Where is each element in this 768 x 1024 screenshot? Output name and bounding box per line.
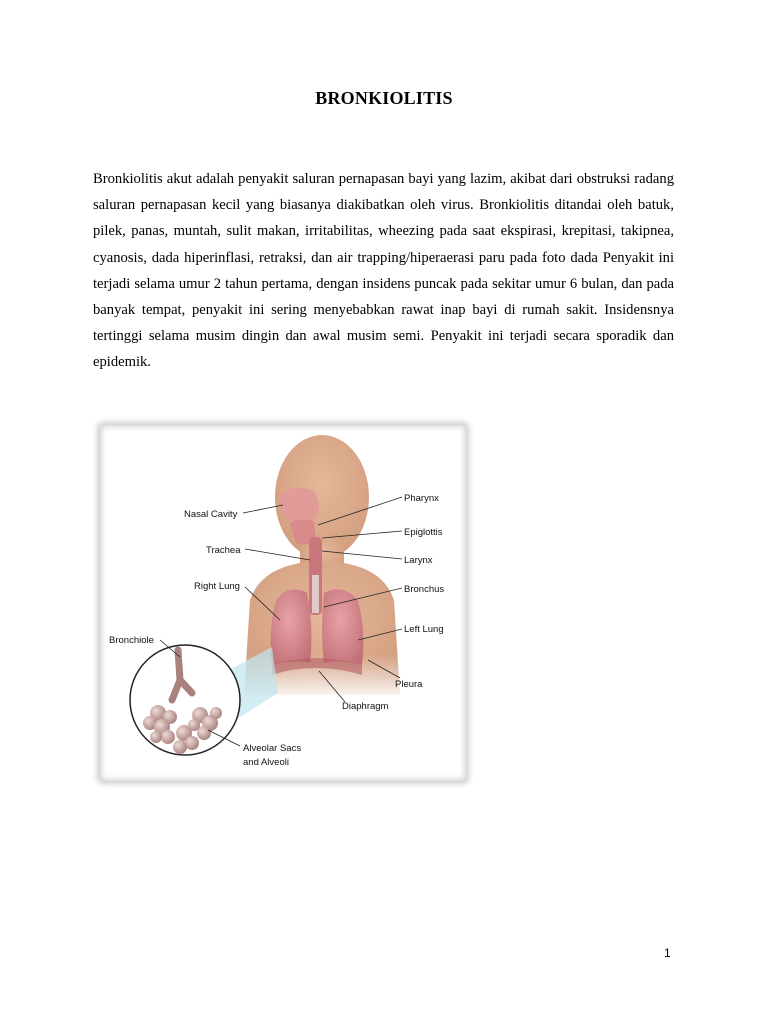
alveoli-magnified [130, 645, 240, 755]
label-pleura: Pleura [395, 679, 423, 690]
label-pharynx: Pharynx [404, 493, 439, 504]
label-right-lung: Right Lung [194, 581, 240, 592]
label-larynx: Larynx [404, 555, 433, 566]
label-bronchiole: Bronchiole [109, 635, 154, 646]
body-paragraph: Bronkiolitis akut adalah penyakit saluran pernapasan bayi yang lazim, akibat dari obstruksi radang saluran pernapasan kecil yang biasanya diakibatkan oleh virus. Bronkiolitis ditandai oleh batuk, pilek, panas, muntah, sulit makan, irritabilitas, wheezing pada saat ekspirasi, krepitasi, takipnea, cyanosis, dada hiperinflasi, retraksi, dan air trapping/hiperaerasi paru pada foto dada Penyakit ini terjadi selama umur 2 tahun pertama, dengan insidens puncak pada sekitar umur 6 bulan, dan pada banyak tempat, penyakit ini sering menyebabkan rawat inap bayi di rumah sakit. Insidensnya tertinggi selama musim dingin dan awal musim semi. Penyakit ini terjadi secara sporadik dan epidemik. [93, 171, 674, 371]
label-trachea: Trachea [206, 545, 241, 556]
label-left-lung: Left Lung [404, 624, 444, 635]
label-diaphragm: Diaphragm [342, 701, 389, 712]
label-alveolar-sacs: Alveolar Sacs [243, 743, 302, 754]
trachea [309, 537, 322, 615]
respiratory-diagram [100, 425, 466, 781]
page-number: 1 [664, 946, 671, 960]
label-alveoli: and Alveoli [243, 757, 289, 768]
respiratory-system-figure [100, 425, 466, 781]
label-nasal-cavity: Nasal Cavity [184, 509, 238, 520]
label-epiglottis: Epiglottis [404, 527, 443, 538]
page-title: BRONKIOLITIS [315, 88, 453, 108]
label-bronchus: Bronchus [404, 584, 445, 595]
